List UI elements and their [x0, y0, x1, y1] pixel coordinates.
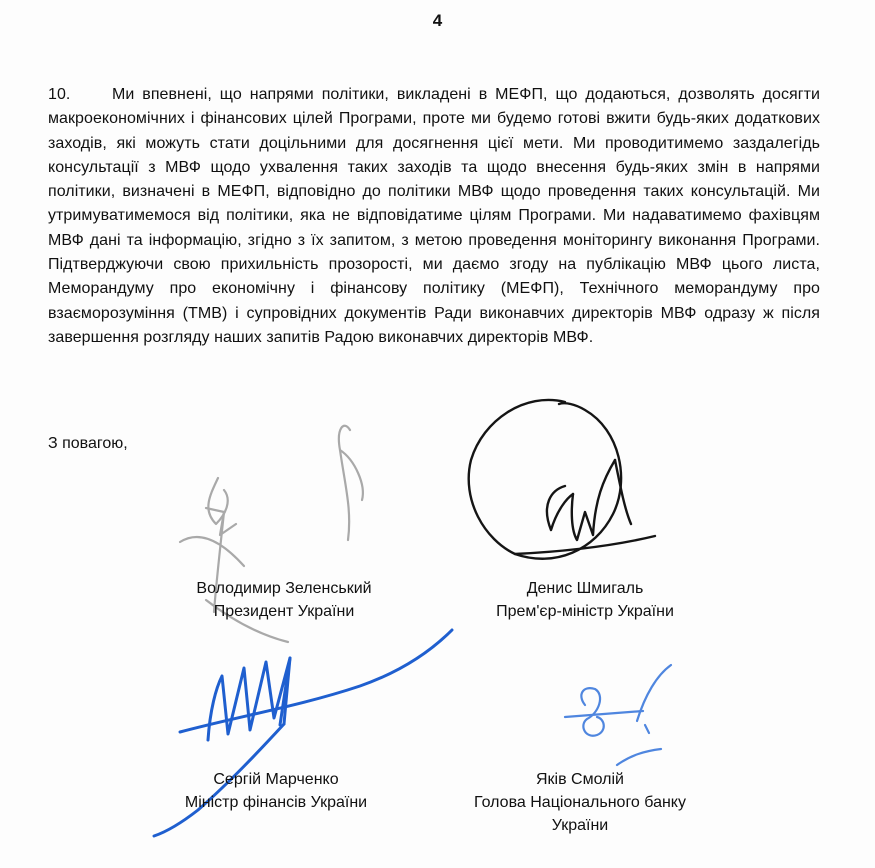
signatory-marchenko — [166, 768, 386, 814]
signatory-smoliy — [452, 768, 708, 837]
smoliy-signature — [545, 655, 695, 785]
shmyhal-signature — [455, 390, 675, 570]
signatory-title: Прем'єр-міністр України — [496, 603, 674, 620]
body-paragraph — [48, 83, 820, 350]
signatory-zelensky — [174, 577, 394, 623]
signatory-name: Володимир Зеленський — [196, 580, 372, 597]
signatory-name: Якiв Смолій — [536, 771, 624, 788]
paragraph-number: 10. — [48, 86, 71, 103]
signatory-title: Голова Національного банку — [474, 794, 686, 811]
signatory-shmyhal — [470, 577, 700, 623]
signatory-title-line2: України — [551, 817, 609, 834]
page-number: 4 — [432, 11, 443, 30]
signatory-name: Денис Шмигаль — [526, 580, 644, 597]
closing-salutation: З повагою, — [48, 435, 128, 452]
signatory-title: Президент України — [213, 603, 355, 620]
signatory-name: Сергій Марченко — [213, 771, 339, 788]
paragraph-text: Ми впевнені, що напрями політики, викладені в МЕФП, що додаються, дозволять досягти макроекономічних і фінансових цілей Програми, проте ми будемо готові вжити будь-яких додаткових заходів, які можуть стати доцільними для досягнення цієї мети. Ми проводитимемо заздалегідь консультації з МВФ щодо ухвалення таких заходів та щодо внесення будь-яких змін в напрями політики, визначені в МЕФП, відповідно до політики МВФ щодо проведення таких консультацій. Ми утримуватимемося від політики, яка не відповідатиме цілям Програми. Ми надаватимемо фахівцям МВФ дані та інформацію, згідно з їх запитом, з метою проведення моніторингу виконання Програми. Підтверджуючи свою прихильність прозорості, ми даємо згоду на публікацію МВФ цього листа, Меморандуму про економічну і фінансову політику (МЕФП), Технічного меморандуму про взаєморозуміння (ТМВ) і супровідних документів Ради виконавчих директорів МВФ одразу ж після завершення розгляду наших запитів Радою виконавчих директорів МВФ. — [48, 86, 820, 346]
signatory-title: Міністр фінансів України — [184, 794, 368, 811]
